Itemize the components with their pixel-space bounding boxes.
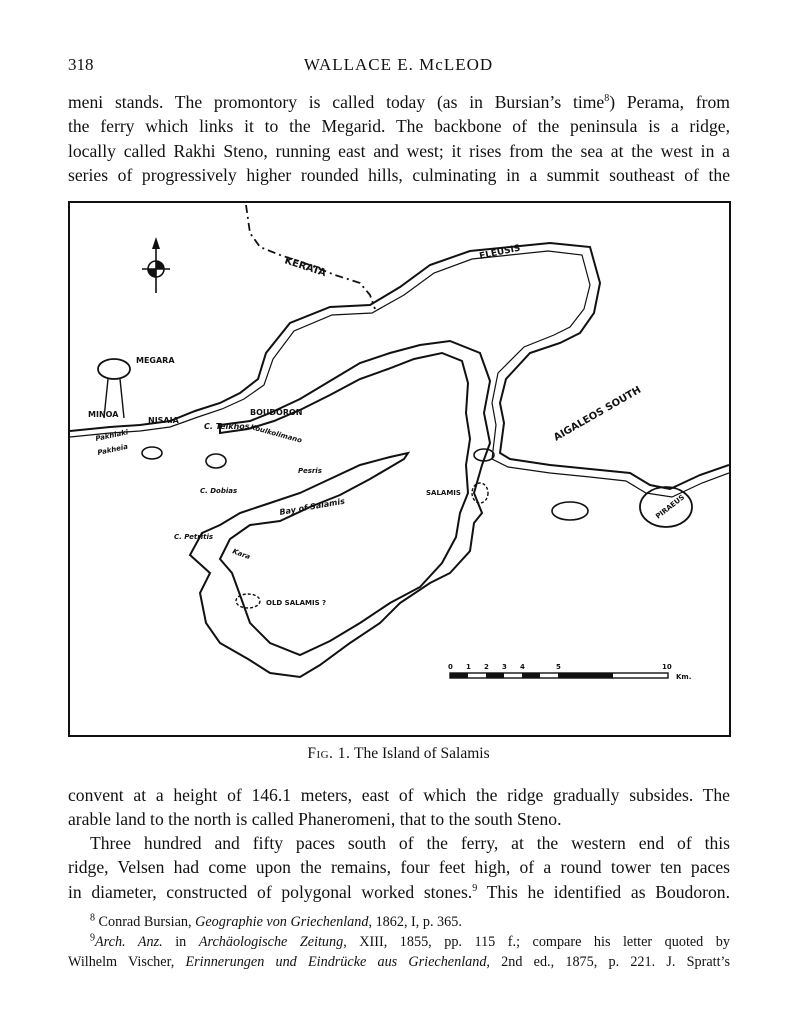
- kerata-boundary: [246, 205, 375, 309]
- paragraph-1-line-2: the ferry which links it to the Megarid. The backbone of the peninsula is a ridge,: [68, 116, 730, 137]
- compass-rose-icon: [142, 261, 170, 277]
- figure-caption-text: The Island of Salamis: [354, 745, 490, 762]
- paragraph-2: [68, 783, 730, 832]
- footnote-8-line: $^8$ Conrad Bursian, Geographie von Griechenland, 1862, I, p. 365.: [90, 912, 462, 930]
- label-minoa: MINOA: [88, 410, 119, 419]
- paragraph-3: [68, 831, 730, 904]
- footnote-ref-8[interactable]: 8: [604, 93, 610, 105]
- paragraph-2-line-2: arable land to the north is called Phaneromeni, that to the south Steno.: [68, 809, 562, 830]
- scale-unit: Km.: [676, 673, 692, 681]
- paragraph-3-line-3: in diameter, constructed of polygonal worked stones.$^9$ This he identified as Boudoron.: [68, 881, 730, 902]
- footnote-9-line-2: Wilhelm Vischer, Erinnerungen und Eindrücke aus Griechenland, 2nd ed., 1875, p. 221. J. Spratt’s: [68, 954, 730, 970]
- label-c-teikhos: C. Teikhos: [204, 422, 250, 431]
- label-piraeus: PIRAEUS: [654, 493, 687, 521]
- label-koulkolimano: Koulkolimano: [249, 423, 303, 445]
- paragraph-3-line-1: Three hundred and fifty paces south of the ferry, at the western end of this: [90, 833, 730, 853]
- label-salamis: SALAMIS: [426, 489, 461, 497]
- label-aigaleos-south: AIGALEOS SOUTH: [552, 384, 644, 444]
- scale-tick-3: 3: [502, 663, 507, 671]
- label-pakheia: Pakheia: [96, 442, 129, 457]
- label-pakhiaki: Pakhiaki: [94, 428, 129, 443]
- paragraph-1-line-3: locally called Rakhi Steno, running east and west; it rises from the sea at the west in a: [68, 140, 730, 161]
- paragraph-1-line-1: meni stands. The promontory is called today (as in Bursian’s time$^8$) Perama, from: [68, 92, 730, 112]
- scale-tick-4: 4: [520, 663, 525, 671]
- scale-tick-10: 10: [662, 663, 672, 671]
- label-pesris: Pesris: [298, 467, 322, 475]
- footnote-9-mark: 9: [90, 932, 95, 944]
- salamis-map: [70, 203, 729, 735]
- scale-bar: [450, 673, 668, 678]
- running-head: WALLACE E. McLEOD: [303, 55, 494, 74]
- scale-tick-1: 1: [466, 663, 471, 671]
- mainland-coastline: [70, 243, 729, 489]
- label-bay-of-salamis: Bay of Salamis: [278, 496, 346, 517]
- map-figure: [68, 201, 731, 737]
- label-boudoron: BOUDORON: [250, 408, 303, 417]
- footnote-ref-9[interactable]: 9: [472, 882, 478, 894]
- figure-caption-prefix: Fig. 1.: [307, 745, 351, 762]
- label-old-salamis: OLD SALAMIS ?: [266, 599, 327, 607]
- island-pakhiaki: [142, 447, 162, 459]
- scale-tick-5: 5: [556, 663, 561, 671]
- paragraph-2-line-1: convent at a height of 146.1 meters, east of which the ridge gradually subsides. The: [68, 785, 730, 805]
- footnote-9-line-1: $^9$Arch. Anz. in Archäologische Zeitung, XIII, 1855, pp. 115 f.; compare his letter quoted by: [90, 932, 730, 950]
- footnote-8: [68, 912, 730, 932]
- label-kerata: KERATA: [283, 255, 328, 280]
- label-c-petritis: C. Petritis: [174, 533, 214, 541]
- old-salamis-site: [236, 594, 260, 608]
- label-kara: Kara: [231, 547, 252, 562]
- island-dobias: [206, 454, 226, 468]
- label-megara: MEGARA: [136, 356, 175, 365]
- footnote-8-mark: 8: [90, 912, 95, 924]
- megara-site: [98, 359, 130, 379]
- salamis-island-outline: [190, 341, 490, 677]
- footnote-8-title: Geographie von Griechenland: [195, 914, 369, 930]
- figure-caption: [0, 745, 797, 763]
- island-psyttaleia: [552, 502, 588, 520]
- paragraph-1-line-4: series of progressively higher rounded hills, culminating in a summit southeast of the: [68, 165, 730, 186]
- page-number: 318: [68, 55, 94, 74]
- paragraph-1: [68, 90, 730, 188]
- scale-tick-0: 0: [448, 663, 453, 671]
- label-c-dobias: C. Dobias: [200, 487, 238, 495]
- footnote-9: [68, 932, 730, 972]
- scale-tick-2: 2: [484, 663, 489, 671]
- label-eleusis: ELEUSIS: [478, 243, 522, 262]
- label-nisaia: NISAIA: [148, 416, 179, 425]
- paragraph-3-line-2: ridge, Velsen had come upon the remains, four feet high, of a round tower ten paces: [68, 857, 730, 878]
